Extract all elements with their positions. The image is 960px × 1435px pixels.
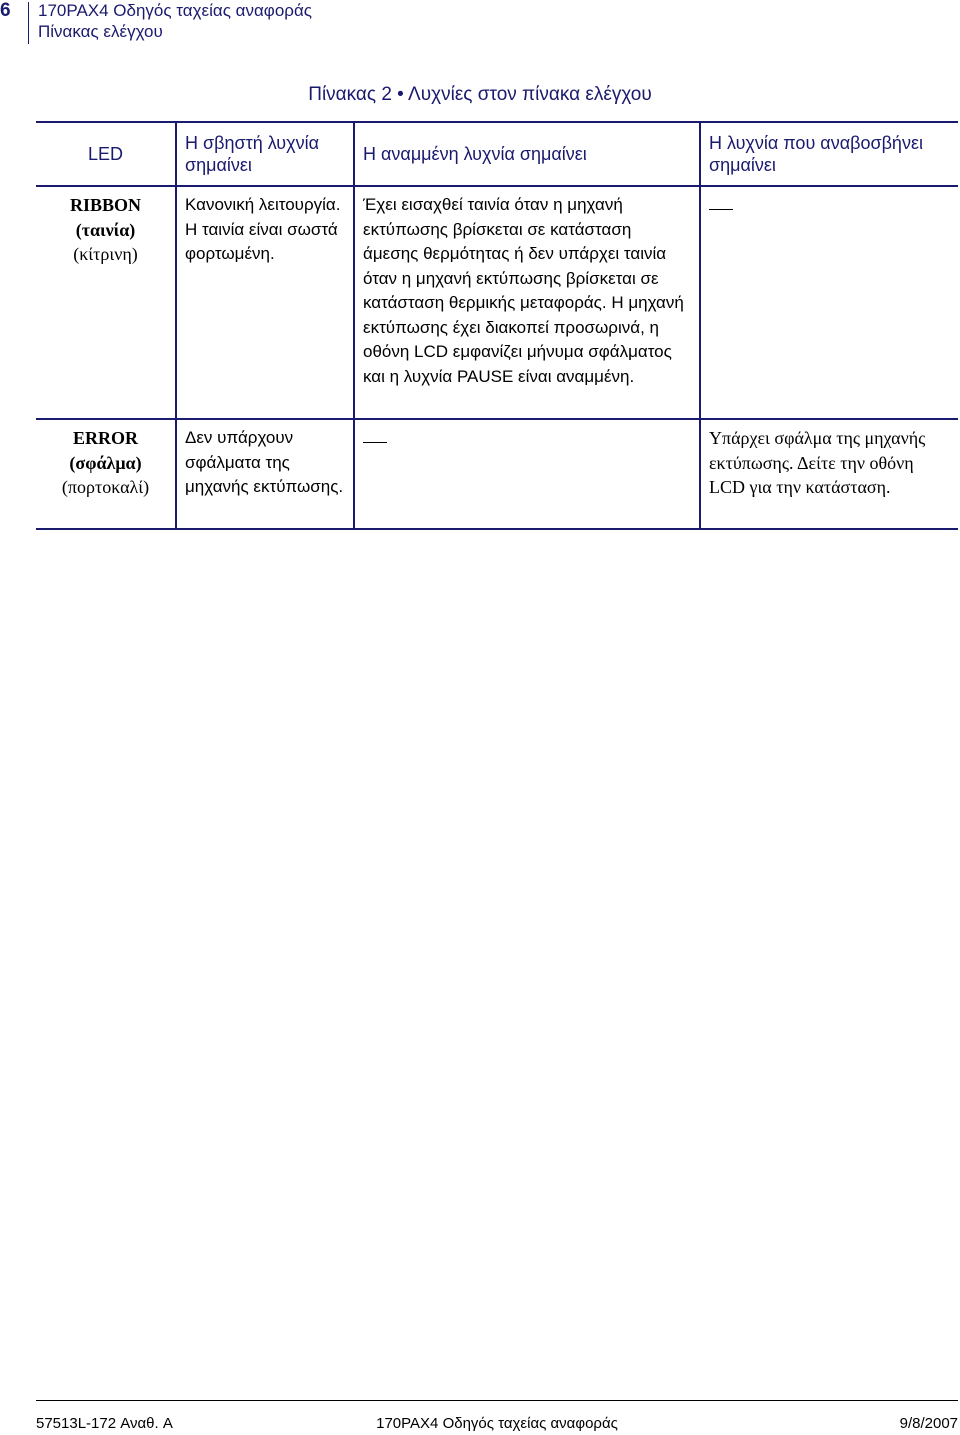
footer-doc-title: 170PAX4 Οδηγός ταχείας αναφοράς bbox=[376, 1415, 618, 1432]
off-meaning-cell: Κανονική λειτουργία. Η ταινία είναι σωστά φορτωμένη. bbox=[176, 186, 354, 419]
led-translation: (σφάλμα) bbox=[69, 452, 142, 473]
footer-doc-id: 57513L-172 Αναθ. A bbox=[36, 1415, 173, 1432]
blink-meaning-cell bbox=[700, 186, 958, 419]
led-status-table bbox=[36, 121, 958, 530]
table-header-row bbox=[36, 122, 958, 186]
on-meaning-cell: Έχει εισαχθεί ταινία όταν η μηχανή εκτύπωσης βρίσκεται σε κατάσταση άμεσης θερμότητας ή δεν υπάρχει ταινία όταν η μηχανή εκτύπωσης βρίσκεται σε κατάσταση θερμικής μεταφοράς. Η μηχανή εκτύπωσης έχει διακοπεί προσωρινά, η οθόνη LCD εμφανίζει μήνυμα σφάλματος και η λυχνία PAUSE είναι αναμμένη. bbox=[354, 186, 700, 419]
column-header-on: Η αναμμένη λυχνία σημαίνει bbox=[354, 122, 700, 186]
section-title: Πίνακας ελέγχου bbox=[38, 22, 163, 41]
page-footer bbox=[36, 1400, 958, 1435]
off-meaning-cell: Δεν υπάρχουν σφάλματα της μηχανής εκτύπωσης. bbox=[176, 419, 354, 529]
document-title: 170PAX4 Οδηγός ταχείας αναφοράς bbox=[38, 1, 312, 20]
on-meaning-cell bbox=[354, 419, 700, 529]
led-cell bbox=[36, 186, 176, 419]
column-header-off: Η σβηστή λυχνία σημαίνει bbox=[176, 122, 354, 186]
led-name: RIBBON bbox=[69, 195, 141, 215]
led-color: (πορτοκαλί) bbox=[61, 477, 150, 497]
column-header-led: LED bbox=[36, 122, 176, 186]
table-caption: Πίνακας 2 • Λυχνίες στον πίνακα ελέγχου bbox=[308, 84, 652, 105]
footer-date: 9/8/2007 bbox=[899, 1415, 958, 1432]
dash-mark bbox=[363, 442, 387, 443]
led-cell bbox=[36, 419, 176, 529]
blink-meaning-cell: Υπάρχει σφάλμα της μηχανής εκτύπωσης. Δείτε την οθόνη LCD για την κατάσταση. bbox=[700, 419, 958, 529]
table-row bbox=[36, 186, 958, 419]
led-translation: (ταινία) bbox=[75, 219, 136, 240]
table-row bbox=[36, 419, 958, 529]
page-number: 6 bbox=[0, 0, 11, 21]
led-name: ERROR bbox=[72, 428, 138, 448]
led-color: (κίτρινη) bbox=[73, 244, 138, 264]
header-divider bbox=[28, 2, 29, 44]
column-header-blink: Η λυχνία που αναβοσβήνει σημαίνει bbox=[700, 122, 958, 186]
dash-mark bbox=[709, 209, 733, 210]
